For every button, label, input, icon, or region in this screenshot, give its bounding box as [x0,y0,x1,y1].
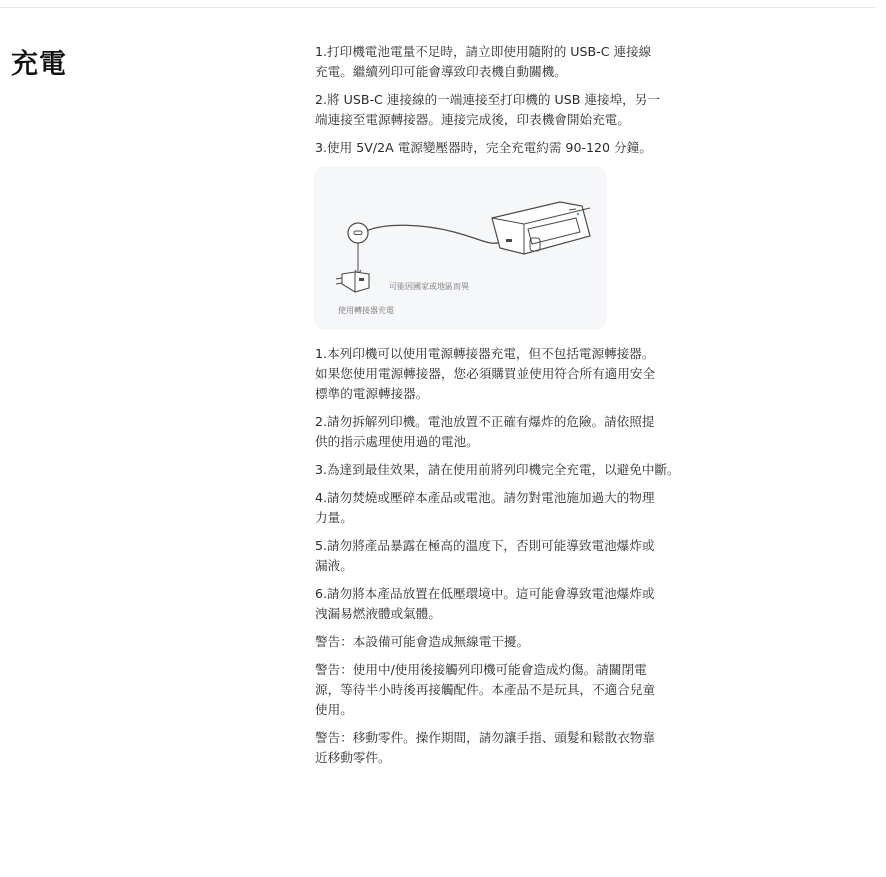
cable-icon [364,225,502,243]
usb-c-connector-icon [348,223,368,275]
note-paragraph [315,488,735,528]
safety-notes [315,344,735,768]
paragraph-line: 警告：移動零件。操作期間，請勿讓手指、頭髮和鬆散衣物靠 [315,730,656,745]
note-paragraph [315,460,735,480]
paragraph-line: 充電。繼續列印可能會導致印表機自動關機。 [315,64,567,79]
section-content [315,42,735,776]
paragraph-line: 6.請勿將本產品放置在低壓環境中。這可能會導致電池爆炸或 [315,586,655,601]
warning-paragraph [315,728,735,768]
paragraph-line: 供的指示處理使用過的電池。 [315,434,479,449]
paragraph-line: 1.打印機電池電量不足時，請立即使用隨附的 USB-C 連接線 [315,44,652,59]
paragraph-line: 漏液。 [315,558,353,573]
paragraph-line: 5.請勿將產品暴露在極高的溫度下，否則可能導致電池爆炸或 [315,538,655,553]
paragraph-line: 源，等待半小時後再接觸配件。本產品不是玩具，不適合兒童 [315,682,656,697]
top-divider [0,7,876,8]
region-note: 可能因國家或地區而異 [389,282,469,291]
note-paragraph [315,584,735,624]
paragraph-line: 2.將 USB-C 連接線的一端連接至打印機的 USB 連接埠，另一 [315,92,660,107]
paragraph-line: 3.為達到最佳效果，請在使用前將列印機完全充電，以避免中斷。 [315,462,680,477]
paragraph-line: 如果您使用電源轉接器，您必須購買並使用符合所有適用安全 [315,366,656,381]
paragraph [315,42,735,82]
paragraph-line: 警告：本設備可能會造成無線電干擾。 [315,634,530,649]
paragraph-line: 1.本列印機可以使用電源轉接器充電，但不包括電源轉接器。 [315,346,655,361]
paragraph-line: 近移動零件。 [315,750,391,765]
paragraph-line: 警告：使用中/使用後接觸列印機可能會造成灼傷。請關閉電 [315,662,647,677]
power-adapter-icon [336,272,369,292]
intro-paragraphs [315,42,735,158]
figure-caption: 使用轉接器充電 [338,306,394,315]
warning-paragraph [315,632,735,652]
section-title: 充電 [11,49,67,80]
paragraph-line: 標準的電源轉接器。 [315,386,429,401]
paragraph [315,90,735,130]
note-paragraph [315,412,735,452]
paragraph-line: 3.使用 5V/2A 電源變壓器時，完全充電約需 90-120 分鐘。 [315,140,652,155]
paragraph-line: 使用。 [315,702,353,717]
charging-illustration [314,166,607,330]
paragraph-line: 力量。 [315,510,353,525]
paragraph-line: 4.請勿焚燒或壓碎本產品或電池。請勿對電池施加過大的物理 [315,490,655,505]
paragraph-line: 2.請勿拆解列印機。電池放置不正確有爆炸的危險。請依照提 [315,414,655,429]
paragraph-line: 洩漏易燃液體或氣體。 [315,606,441,621]
paragraph [315,138,735,158]
printer-icon [492,202,590,254]
note-paragraph [315,344,735,404]
note-paragraph [315,536,735,576]
warning-paragraph [315,660,735,720]
paragraph-line: 端連接至電源轉接器。連接完成後，印表機會開始充電。 [315,112,630,127]
